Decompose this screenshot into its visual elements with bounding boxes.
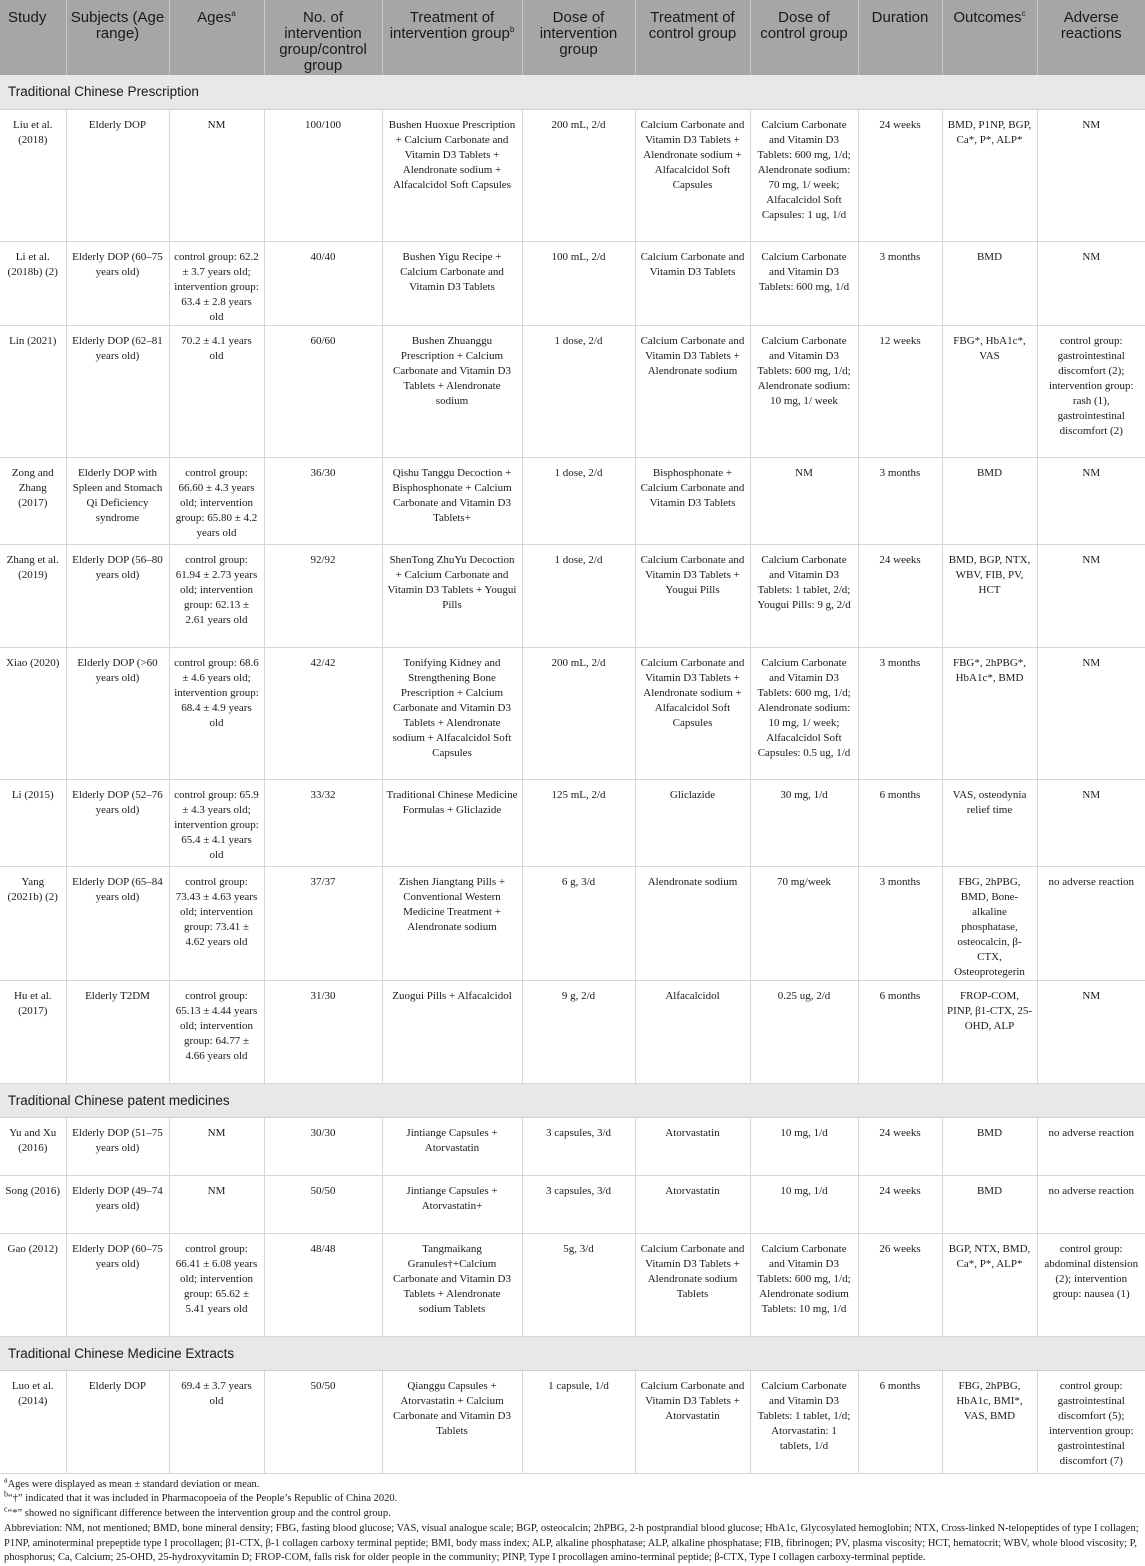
cell-study: Li et al. (2018b) (2) (0, 241, 66, 325)
cell-outcomes: BMD (942, 1175, 1037, 1233)
cell-adverse-reactions: control group: abdominal distension (2); intervention group: nausea (1) (1037, 1233, 1145, 1336)
cell-duration: 26 weeks (858, 1233, 942, 1336)
section-title: Traditional Chinese Medicine Extracts (0, 1336, 1145, 1370)
cell-control-treatment: Calcium Carbonate and Vitamin D3 Tablets (635, 241, 750, 325)
cell-adverse-reactions: no adverse reaction (1037, 866, 1145, 980)
cell-ages: control group: 65.9 ± 4.3 years old; intervention group: 65.4 ± 4.1 years old (169, 779, 264, 866)
cell-outcomes: FBG*, HbA1c*, VAS (942, 325, 1037, 457)
cell-intervention-treatment: Bushen Zhuanggu Prescription + Calcium Carbonate and Vitamin D3 Tablets + Alendronate sodium (382, 325, 522, 457)
header-duration: Duration (858, 0, 942, 75)
table-body (0, 75, 1145, 1473)
cell-intervention-dose: 1 dose, 2/d (522, 325, 635, 457)
cell-subjects: Elderly DOP (51–75 years old) (66, 1117, 169, 1175)
cell-outcomes: BMD, P1NP, BGP, Ca*, P*, ALP* (942, 109, 1037, 241)
cell-duration: 3 months (858, 647, 942, 779)
cell-study: Yu and Xu (2016) (0, 1117, 66, 1175)
section-row (0, 1336, 1145, 1370)
cell-subjects: Elderly DOP (52–76 years old) (66, 779, 169, 866)
footnote: $^c$“*” showed no significant difference between the intervention group and the control group. (4, 1504, 391, 1519)
cell-intervention-treatment: Tonifying Kidney and Strengthening Bone Prescription + Calcium Carbonate and Vitamin D3 Tablets + Alendronate sodium + Alfacalcidol Soft Capsules (382, 647, 522, 779)
cell-duration: 6 months (858, 980, 942, 1083)
table-header-row (0, 0, 1145, 75)
cell-ages: NM (169, 1175, 264, 1233)
cell-intervention-dose: 1 dose, 2/d (522, 544, 635, 647)
cell-intervention-treatment: Zishen Jiangtang Pills + Conventional Western Medicine Treatment + Alendronate sodium (382, 866, 522, 980)
cell-adverse-reactions: NM (1037, 647, 1145, 779)
cell-adverse-reactions: no adverse reaction (1037, 1117, 1145, 1175)
cell-intervention-dose: 125 mL, 2/d (522, 779, 635, 866)
table-row (0, 1117, 1145, 1175)
table-row (0, 544, 1145, 647)
cell-intervention-dose: 1 capsule, 1/d (522, 1370, 635, 1473)
table-row (0, 325, 1145, 457)
cell-adverse-reactions: no adverse reaction (1037, 1175, 1145, 1233)
table-row (0, 779, 1145, 866)
cell-control-treatment: Bisphosphonate + Calcium Carbonate and Vitamin D3 Tablets (635, 457, 750, 544)
cell-control-dose: Calcium Carbonate and Vitamin D3 Tablets: 1 tablet, 2/d; Yougui Pills: 9 g, 2/d (750, 544, 858, 647)
cell-adverse-reactions: NM (1037, 544, 1145, 647)
table-row (0, 1175, 1145, 1233)
cell-group-size: 33/32 (264, 779, 382, 866)
header-control-dose: Dose of control group (750, 0, 858, 75)
cell-group-size: 50/50 (264, 1175, 382, 1233)
table-row (0, 241, 1145, 325)
cell-group-size: 48/48 (264, 1233, 382, 1336)
cell-intervention-treatment: Bushen Yigu Recipe + Calcium Carbonate and Vitamin D3 Tablets (382, 241, 522, 325)
table-row (0, 647, 1145, 779)
header-control-treatment: Treatment of control group (635, 0, 750, 75)
cell-study: Zong and Zhang (2017) (0, 457, 66, 544)
cell-outcomes: FBG, 2hPBG, BMD, Bone-alkaline phosphatase, osteocalcin, β-CTX, Osteoprotegerin (942, 866, 1037, 980)
cell-control-treatment: Calcium Carbonate and Vitamin D3 Tablets + Alendronate sodium + Alfacalcidol Soft Capsules (635, 109, 750, 241)
cell-control-dose: Calcium Carbonate and Vitamin D3 Tablets: 1 tablet, 1/d; Atorvastatin: 1 tablets, 1/d (750, 1370, 858, 1473)
cell-group-size: 50/50 (264, 1370, 382, 1473)
cell-group-size: 60/60 (264, 325, 382, 457)
cell-control-treatment: Calcium Carbonate and Vitamin D3 Tablets + Atorvastatin (635, 1370, 750, 1473)
cell-duration: 24 weeks (858, 544, 942, 647)
cell-intervention-treatment: ShenTong ZhuYu Decoction + Calcium Carbonate and Vitamin D3 Tablets + Yougui Pills (382, 544, 522, 647)
header-group-size: No. of intervention group/control group (264, 0, 382, 75)
cell-control-dose: 0.25 ug, 2/d (750, 980, 858, 1083)
footnote: $^a$Ages were displayed as mean ± standard deviation or mean. (4, 1475, 260, 1490)
cell-subjects: Elderly DOP with Spleen and Stomach Qi Deficiency syndrome (66, 457, 169, 544)
section-row (0, 75, 1145, 109)
table-row (0, 980, 1145, 1083)
cell-intervention-dose: 3 capsules, 3/d (522, 1117, 635, 1175)
cell-duration: 24 weeks (858, 1175, 942, 1233)
cell-adverse-reactions: NM (1037, 779, 1145, 866)
cell-control-dose: Calcium Carbonate and Vitamin D3 Tablets: 600 mg, 1/d; Alendronate sodium: 10 mg, 1/ week; Alfacalcidol Soft Capsules: 0.5 ug, 1/d (750, 647, 858, 779)
cell-adverse-reactions: NM (1037, 241, 1145, 325)
cell-subjects: Elderly T2DM (66, 980, 169, 1083)
cell-intervention-dose: 5g, 3/d (522, 1233, 635, 1336)
cell-adverse-reactions: NM (1037, 980, 1145, 1083)
cell-ages: NM (169, 1117, 264, 1175)
cell-intervention-dose: 9 g, 2/d (522, 980, 635, 1083)
cell-control-treatment: Atorvastatin (635, 1117, 750, 1175)
cell-outcomes: FBG, 2hPBG, HbA1c, BMI*, VAS, BMD (942, 1370, 1037, 1473)
cell-control-treatment: Alfacalcidol (635, 980, 750, 1083)
cell-group-size: 42/42 (264, 647, 382, 779)
cell-control-dose: 30 mg, 1/d (750, 779, 858, 866)
cell-outcomes: BMD, BGP, NTX, WBV, FIB, PV, HCT (942, 544, 1037, 647)
cell-study: Luo et al. (2014) (0, 1370, 66, 1473)
cell-intervention-treatment: Jintiange Capsules + Atorvastatin (382, 1117, 522, 1175)
cell-ages: control group: 66.41 ± 6.08 years old; intervention group: 65.62 ± 5.41 years old (169, 1233, 264, 1336)
cell-control-dose: Calcium Carbonate and Vitamin D3 Tablets: 600 mg, 1/d; Alendronate sodium: 70 mg, 1/ week; Alfacalcidol Soft Capsules: 1 ug, 1/d (750, 109, 858, 241)
header-subjects: Subjects (Age range) (66, 0, 169, 75)
header-intervention-dose: Dose of intervention group (522, 0, 635, 75)
cell-intervention-treatment: Qianggu Capsules + Atorvastatin + Calcium Carbonate and Vitamin D3 Tablets (382, 1370, 522, 1473)
cell-ages: control group: 66.60 ± 4.3 years old; intervention group: 65.80 ± 4.2 years old (169, 457, 264, 544)
cell-intervention-dose: 6 g, 3/d (522, 866, 635, 980)
cell-control-dose: 70 mg/week (750, 866, 858, 980)
cell-outcomes: VAS, osteodynia relief time (942, 779, 1037, 866)
table-footnotes (0, 1474, 1145, 1566)
cell-control-treatment: Calcium Carbonate and Vitamin D3 Tablets + Alendronate sodium + Alfacalcidol Soft Capsules (635, 647, 750, 779)
cell-study: Gao (2012) (0, 1233, 66, 1336)
cell-intervention-dose: 100 mL, 2/d (522, 241, 635, 325)
cell-ages: 70.2 ± 4.1 years old (169, 325, 264, 457)
cell-outcomes: BMD (942, 457, 1037, 544)
cell-intervention-dose: 1 dose, 2/d (522, 457, 635, 544)
cell-intervention-treatment: Tangmaikang Granules†+Calcium Carbonate and Vitamin D3 Tablets + Alendronate sodium Tablets (382, 1233, 522, 1336)
cell-ages: control group: 61.94 ± 2.73 years old; intervention group: 62.13 ± 2.61 years old (169, 544, 264, 647)
table-row (0, 457, 1145, 544)
cell-control-treatment: Alendronate sodium (635, 866, 750, 980)
cell-outcomes: BMD (942, 1117, 1037, 1175)
cell-group-size: 92/92 (264, 544, 382, 647)
cell-intervention-treatment: Zuogui Pills + Alfacalcidol (382, 980, 522, 1083)
cell-control-treatment: Gliclazide (635, 779, 750, 866)
cell-control-treatment: Calcium Carbonate and Vitamin D3 Tablets + Yougui Pills (635, 544, 750, 647)
footnote: $^b$“†” indicated that it was included in Pharmacopoeia of the People’s Republic of China 2020. (4, 1489, 398, 1504)
cell-adverse-reactions: control group: gastrointestinal discomfort (2); intervention group: rash (1), gastrointestinal discomfort (2) (1037, 325, 1145, 457)
header-adverse-reactions: Adverse reactions (1037, 0, 1145, 75)
cell-subjects: Elderly DOP (66, 1370, 169, 1473)
cell-control-treatment: Atorvastatin (635, 1175, 750, 1233)
cell-control-treatment: Calcium Carbonate and Vitamin D3 Tablets + Alendronate sodium Tablets (635, 1233, 750, 1336)
cell-subjects: Elderly DOP (49–74 years old) (66, 1175, 169, 1233)
cell-subjects: Elderly DOP (56–80 years old) (66, 544, 169, 647)
cell-intervention-treatment: Qishu Tanggu Decoction + Bisphosphonate + Calcium Carbonate and Vitamin D3 Tablets+ (382, 457, 522, 544)
cell-duration: 24 weeks (858, 109, 942, 241)
cell-ages: control group: 68.6 ± 4.6 years old; intervention group: 68.4 ± 4.9 years old (169, 647, 264, 779)
cell-study: Liu et al. (2018) (0, 109, 66, 241)
table-row (0, 109, 1145, 241)
cell-duration: 24 weeks (858, 1117, 942, 1175)
cell-ages: NM (169, 109, 264, 241)
section-title: Traditional Chinese patent medicines (0, 1083, 1145, 1117)
cell-subjects: Elderly DOP (>60 years old) (66, 647, 169, 779)
cell-ages: 69.4 ± 3.7 years old (169, 1370, 264, 1473)
cell-study: Xiao (2020) (0, 647, 66, 779)
cell-duration: 3 months (858, 241, 942, 325)
header-intervention-treatment: Treatment of intervention group$^b$ (382, 0, 522, 75)
cell-control-dose: 10 mg, 1/d (750, 1175, 858, 1233)
cell-ages: control group: 65.13 ± 4.44 years old; intervention group: 64.77 ± 4.66 years old (169, 980, 264, 1083)
cell-duration: 6 months (858, 779, 942, 866)
cell-group-size: 40/40 (264, 241, 382, 325)
cell-subjects: Elderly DOP (60–75 years old) (66, 1233, 169, 1336)
section-row (0, 1083, 1145, 1117)
cell-subjects: Elderly DOP (60–75 years old) (66, 241, 169, 325)
cell-ages: control group: 62.2 ± 3.7 years old; intervention group: 63.4 ± 2.8 years old (169, 241, 264, 325)
abbreviation-note: Abbreviation: NM, not mentioned; BMD, bone mineral density; FBG, fasting blood glucose; VAS, visual analogue scale; BGP, osteocalcin; 2hPBG, 2-h postprandial blood glucose; HbA1c, Glycosylated hemoglobin; NTX, Cross-linked N-telopeptides of type I collagen; P1NP, aminoterminal prepeptide type I procollagen; β1-CTX, β-1 collagen carboxy terminal peptide; BMI, body mass index; ALP, alkaline phosphatase; ALP, alkaline phosphatase; FIB, fibrinogen; PV, plasma viscosity; HCT, hematocrit; WBV, whole blood viscosity; P, phosphorus; Ca, Calcium; 25-OHD, 25-hydroxyvitamin D; FROP-COM, falls risk for older people in the community; PINP, Type I procollagen amino-terminal peptide; β-CTX, Type I collagen carboxy-terminal peptide. (4, 1523, 1139, 1563)
cell-duration: 6 months (858, 1370, 942, 1473)
cell-outcomes: BGP, NTX, BMD, Ca*, P*, ALP* (942, 1233, 1037, 1336)
cell-study: Zhang et al. (2019) (0, 544, 66, 647)
cell-study: Hu et al. (2017) (0, 980, 66, 1083)
cell-adverse-reactions: control group: gastrointestinal discomfort (5); intervention group: gastrointestinal discomfort (7) (1037, 1370, 1145, 1473)
cell-study: Li (2015) (0, 779, 66, 866)
cell-outcomes: FROP-COM, PINP, β1-CTX, 25-OHD, ALP (942, 980, 1037, 1083)
header-ages: Ages$^a$ (169, 0, 264, 75)
cell-intervention-treatment: Bushen Huoxue Prescription + Calcium Carbonate and Vitamin D3 Tablets + Alendronate sodium + Alfacalcidol Soft Capsules (382, 109, 522, 241)
cell-intervention-dose: 200 mL, 2/d (522, 647, 635, 779)
cell-group-size: 30/30 (264, 1117, 382, 1175)
cell-intervention-treatment: Jintiange Capsules + Atorvastatin+ (382, 1175, 522, 1233)
cell-intervention-treatment: Traditional Chinese Medicine Formulas + Gliclazide (382, 779, 522, 866)
cell-group-size: 37/37 (264, 866, 382, 980)
cell-duration: 3 months (858, 457, 942, 544)
cell-study: Lin (2021) (0, 325, 66, 457)
cell-group-size: 31/30 (264, 980, 382, 1083)
cell-study: Yang (2021b) (2) (0, 866, 66, 980)
cell-outcomes: FBG*, 2hPBG*, HbA1c*, BMD (942, 647, 1037, 779)
cell-intervention-dose: 200 mL, 2/d (522, 109, 635, 241)
cell-duration: 3 months (858, 866, 942, 980)
cell-study: Song (2016) (0, 1175, 66, 1233)
table-row (0, 866, 1145, 980)
cell-adverse-reactions: NM (1037, 109, 1145, 241)
cell-control-dose: Calcium Carbonate and Vitamin D3 Tablets: 600 mg, 1/d (750, 241, 858, 325)
header-outcomes: Outcomes$^c$ (942, 0, 1037, 75)
cell-control-dose: Calcium Carbonate and Vitamin D3 Tablets: 600 mg, 1/d; Alendronate sodium Tablets: 10 mg, 1/d (750, 1233, 858, 1336)
cell-adverse-reactions: NM (1037, 457, 1145, 544)
cell-subjects: Elderly DOP (66, 109, 169, 241)
cell-control-treatment: Calcium Carbonate and Vitamin D3 Tablets + Alendronate sodium (635, 325, 750, 457)
cell-control-dose: NM (750, 457, 858, 544)
table-row (0, 1233, 1145, 1336)
cell-ages: control group: 73.43 ± 4.63 years old; intervention group: 73.41 ± 4.62 years old (169, 866, 264, 980)
cell-duration: 12 weeks (858, 325, 942, 457)
section-title: Traditional Chinese Prescription (0, 75, 1145, 109)
table-row (0, 1370, 1145, 1473)
header-study: Study (0, 0, 66, 75)
cell-subjects: Elderly DOP (65–84 years old) (66, 866, 169, 980)
cell-group-size: 100/100 (264, 109, 382, 241)
cell-outcomes: BMD (942, 241, 1037, 325)
cell-group-size: 36/30 (264, 457, 382, 544)
cell-control-dose: Calcium Carbonate and Vitamin D3 Tablets: 600 mg, 1/d; Alendronate sodium: 10 mg, 1/ week (750, 325, 858, 457)
cell-control-dose: 10 mg, 1/d (750, 1117, 858, 1175)
cell-subjects: Elderly DOP (62–81 years old) (66, 325, 169, 457)
cell-intervention-dose: 3 capsules, 3/d (522, 1175, 635, 1233)
